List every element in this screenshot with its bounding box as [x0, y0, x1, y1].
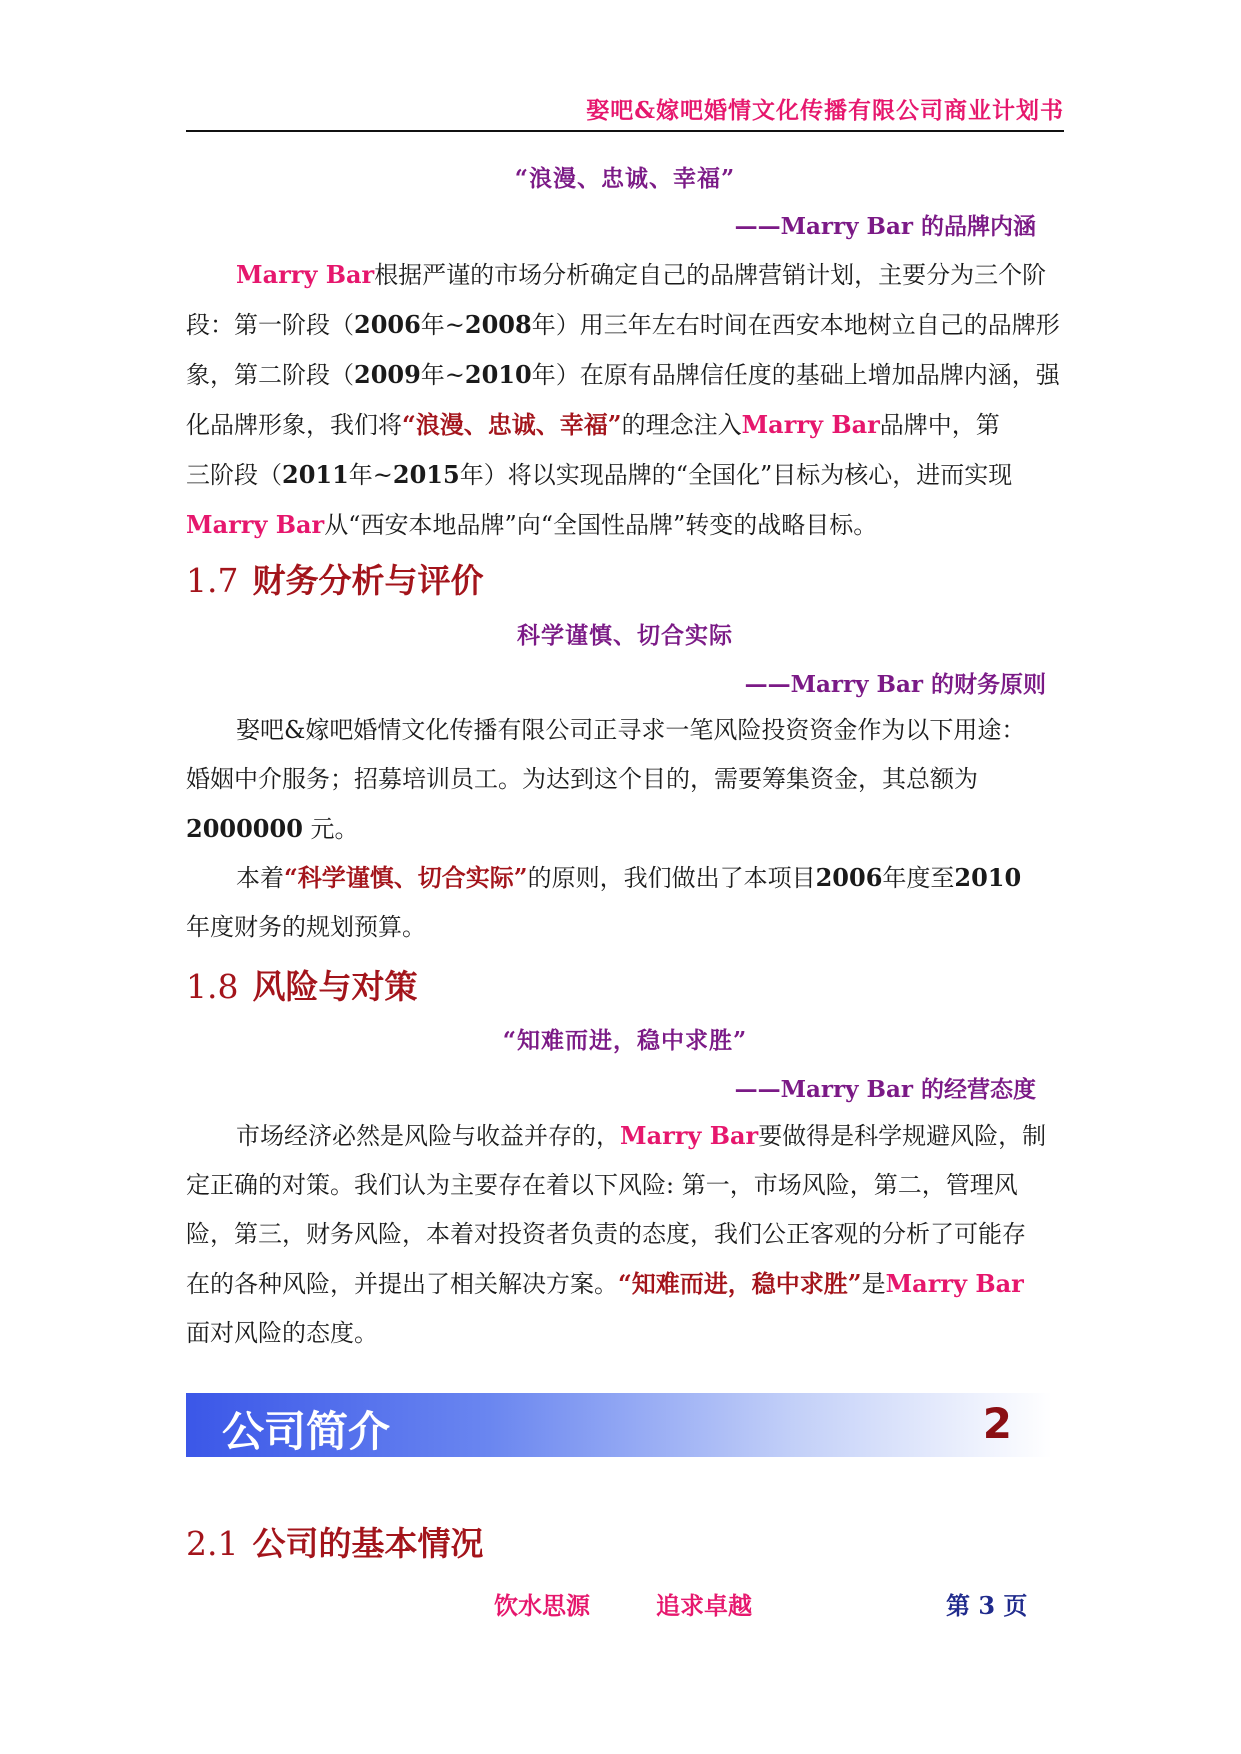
text-line: 定正确的对策。我们认为主要存在着以下风险: 第一，市场风险，第二，管理风	[186, 1171, 1018, 1199]
brand-motto: “浪漫、忠诚、幸福”	[514, 165, 736, 192]
footer-motto-right: 追求卓越	[656, 1591, 752, 1620]
text-line: 本着“科学谨慎、切合实际”的原则，我们做出了本项目2006年度至2010	[236, 863, 1022, 892]
brand-motto-attribution: ——Marry Bar 的品牌内涵	[734, 213, 1036, 240]
text-line: Marry Bar从“西安本地品牌”向“全国性品牌”转变的战略目标。	[186, 510, 878, 539]
text-line: 在的各种风险，并提出了相关解决方案。“知难而进，稳中求胜”是Marry Bar	[186, 1269, 1024, 1298]
text-line: 三阶段（2011年~2015年）将以实现品牌的“全国化”目标为核心，进而实现	[186, 460, 1013, 489]
text-line: 险，第三，财务风险，本着对投资者负责的态度，我们公正客观的分析了可能存	[186, 1220, 1026, 1248]
finance-paragraph-1	[186, 706, 1052, 854]
document-header-title: 娶吧&嫁吧婚情文化传播有限公司商业计划书	[586, 97, 1064, 124]
finance-motto: 科学谨慎、切合实际	[517, 622, 733, 649]
risk-motto: “知难而进，稳中求胜”	[502, 1027, 748, 1054]
risk-motto-attribution: ——Marry Bar 的经营态度	[734, 1076, 1036, 1103]
finance-paragraph-2	[186, 853, 1052, 952]
chapter-title: 公司简介	[222, 1407, 391, 1456]
chapter-number: 2	[982, 1399, 1012, 1448]
page-number: 第 3 页	[946, 1591, 1028, 1620]
text-line: 娶吧&嫁吧婚情文化传播有限公司正寻求一笔风险投资资金作为以下用途：	[236, 716, 1026, 744]
finance-motto-attribution: ——Marry Bar 的财务原则	[744, 671, 1046, 698]
footer-motto-left: 饮水思源	[494, 1591, 590, 1620]
text-line: 市场经济必然是风险与收益并存的，Marry Bar要做得是科学规避风险，制	[236, 1121, 1047, 1150]
text-line: 婚姻中介服务；招募培训员工。为达到这个目的，需要筹集资金，其总额为	[186, 765, 978, 793]
chapter-banner	[186, 1393, 1052, 1457]
text-line: 象，第二阶段（2009年~2010年）在原有品牌信任度的基础上增加品牌内涵，强	[186, 360, 1060, 389]
section-heading-1-7: 1.7 财务分析与评价	[186, 561, 484, 600]
text-line: 化品牌形象，我们将“浪漫、忠诚、幸福”的理念注入Marry Bar品牌中，第	[186, 410, 1000, 439]
brand-strategy-paragraph	[186, 250, 1060, 550]
text-line: Marry Bar根据严谨的市场分析确定自己的品牌营销计划，主要分为三个阶	[236, 260, 1047, 289]
text-line: 面对风险的态度。	[186, 1319, 378, 1347]
section-heading-1-8: 1.8 风险与对策	[186, 967, 418, 1006]
text-line: 年度财务的规划预算。	[186, 913, 426, 941]
text-line: 段：第一阶段（2006年~2008年）用三年左右时间在西安本地树立自己的品牌形	[186, 310, 1060, 339]
header-divider	[186, 130, 1064, 132]
risk-paragraph	[186, 1111, 1052, 1358]
section-heading-2-1: 2.1 公司的基本情况	[186, 1524, 484, 1563]
text-line: 2000000 元。	[186, 814, 359, 843]
